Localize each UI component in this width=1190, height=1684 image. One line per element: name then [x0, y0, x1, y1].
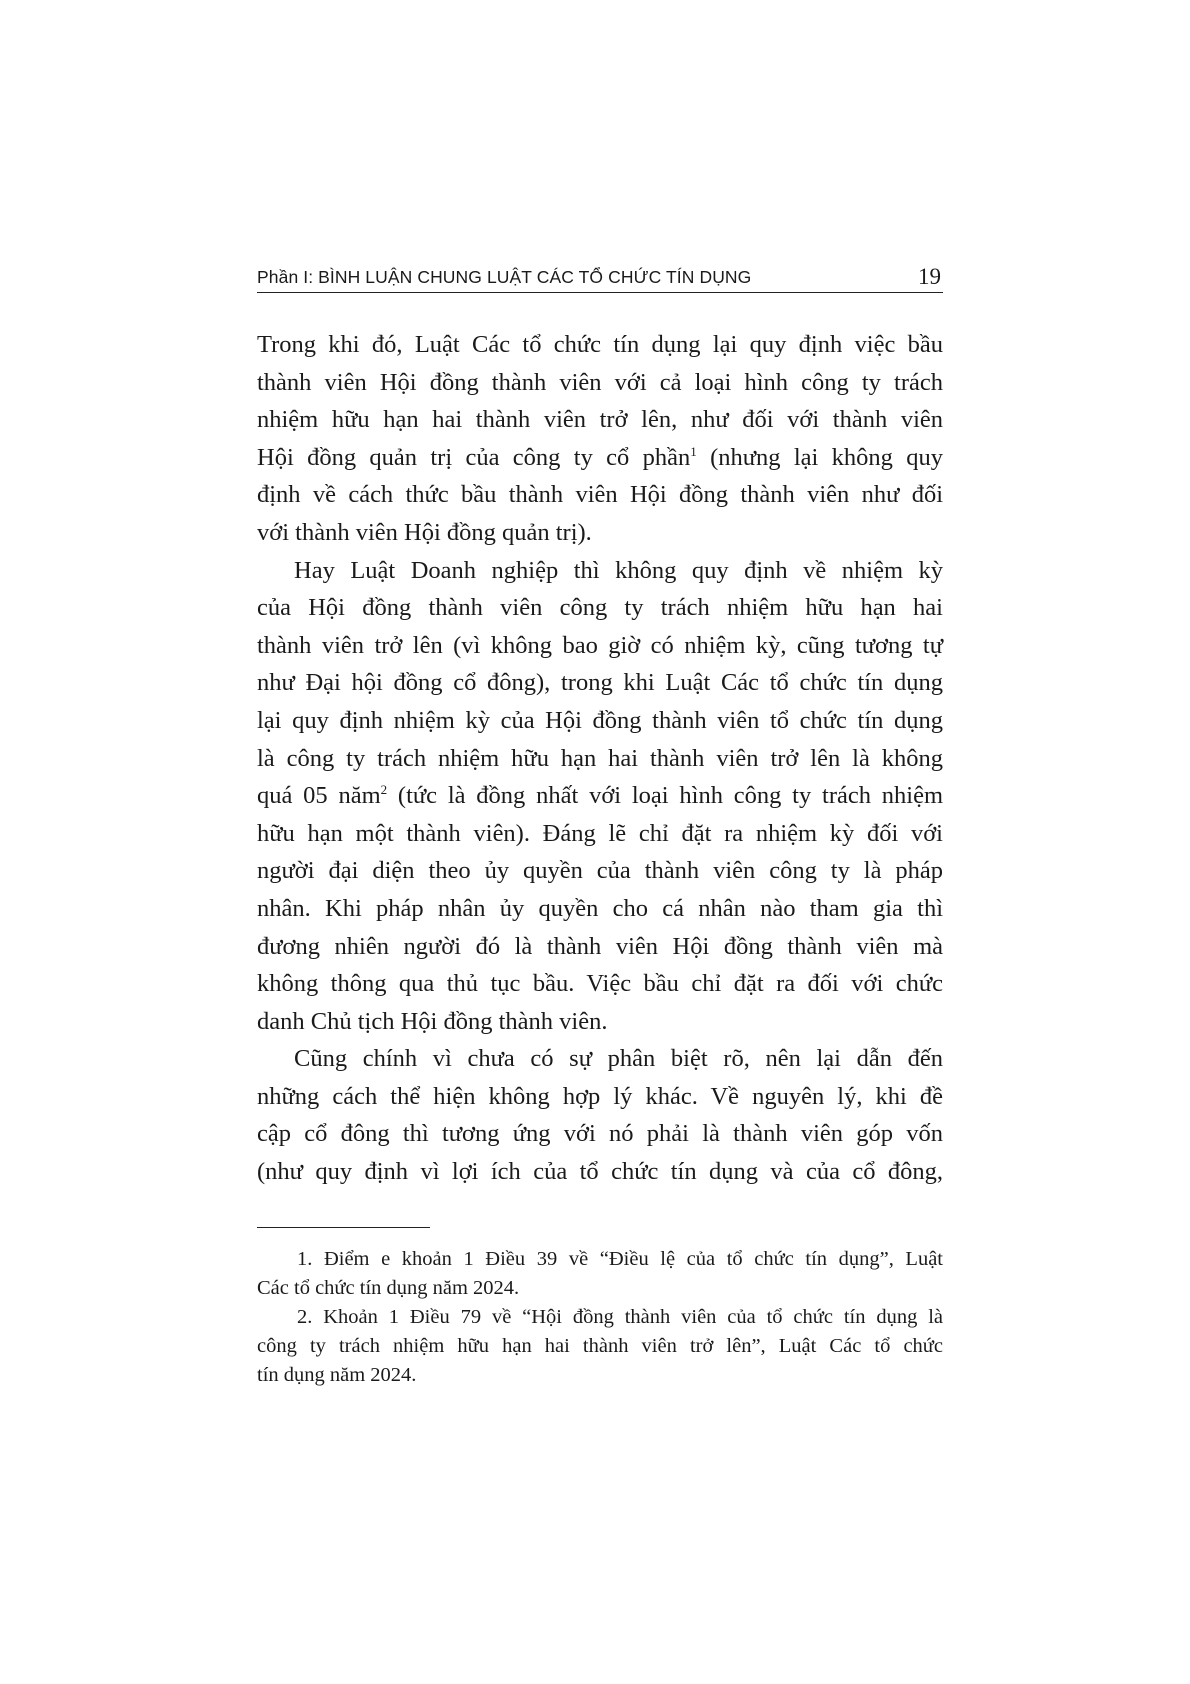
- line-text: Hội đồng quản trị của công ty cổ phần: [257, 443, 691, 471]
- text-line: [257, 476, 943, 514]
- text-line: [257, 1245, 943, 1274]
- line-text: tín dụng năm 2024.: [257, 1363, 417, 1386]
- line-text: cập cổ đông thì tương ứng với nó phải là thành viên góp vốn: [257, 1120, 943, 1148]
- text-line: [257, 1003, 943, 1041]
- line-text: Cũng chính vì chưa có sự phân biệt rõ, nên lại dẫn đến: [294, 1045, 943, 1073]
- text-line: [257, 1274, 943, 1303]
- text-line: [257, 965, 943, 1003]
- paragraph: [257, 326, 943, 552]
- line-text: không thông qua thủ tục bầu. Việc bầu chỉ đặt ra đối với chức: [257, 970, 943, 998]
- text-line: [257, 1303, 943, 1332]
- text-line: [257, 852, 943, 890]
- text-line: [257, 326, 943, 364]
- text-line: [257, 1115, 943, 1153]
- text-line: [257, 928, 943, 966]
- line-text: 1. Điểm e khoản 1 Điều 39 về “Điều lệ của tổ chức tín dụng”, Luật: [297, 1248, 943, 1270]
- footnote-marker[interactable]: 1: [690, 443, 697, 459]
- line-text: những cách thể hiện không hợp lý khác. Về nguyên lý, khi đề: [257, 1082, 943, 1110]
- line-text: Trong khi đó, Luật Các tổ chức tín dụng lại quy định việc bầu: [257, 331, 943, 358]
- footnote-separator: [257, 1227, 430, 1228]
- paragraph: [257, 1040, 943, 1190]
- text-line: [257, 514, 943, 552]
- text-line: [257, 439, 943, 477]
- line-text: nhân. Khi pháp nhân ủy quyền cho cá nhân nào tham gia thì: [257, 894, 943, 922]
- line-text: nhiệm hữu hạn hai thành viên trở lên, như đối với thành viên: [257, 406, 943, 434]
- line-text: Các tổ chức tín dụng năm 2024.: [257, 1276, 520, 1299]
- line-text: (như quy định vì lợi ích của tổ chức tín dụng và của cổ đông,: [257, 1158, 943, 1186]
- text-line: [257, 401, 943, 439]
- text-line: [257, 777, 943, 815]
- line-text: thành viên trở lên (vì không bao giờ có nhiệm kỳ, cũng tương tự: [257, 631, 943, 659]
- section-title: Phần I: BÌNH LUẬN CHUNG LUẬT CÁC TỔ CHỨC TÍN DỤNG: [257, 267, 752, 287]
- text-line: [257, 589, 943, 627]
- line-text: người đại diện theo ủy quyền của thành viên công ty là pháp: [257, 857, 943, 885]
- line-text: quá 05 năm: [257, 782, 381, 810]
- paragraph: [257, 552, 943, 1041]
- line-text: định về cách thức bầu thành viên Hội đồng thành viên như đối: [257, 481, 943, 509]
- footnote-marker[interactable]: 2: [380, 782, 388, 798]
- footnote: [257, 1245, 943, 1303]
- line-text: như Đại hội đồng cổ đông), trong khi Luật Các tổ chức tín dụng: [257, 669, 943, 697]
- footnotes: [257, 1245, 943, 1389]
- text-line: [257, 627, 943, 665]
- text-line: [257, 1361, 943, 1390]
- line-text: công ty trách nhiệm hữu hạn hai thành viên trở lên”, Luật Các tổ chức: [257, 1334, 943, 1357]
- line-text: với thành viên Hội đồng quản trị).: [257, 518, 592, 546]
- body-text: [257, 326, 943, 1191]
- text-line: [257, 815, 943, 853]
- line-text: 2. Khoản 1 Điều 79 về “Hội đồng thành viên của tổ chức tín dụng là: [297, 1305, 943, 1328]
- page-number: 19: [918, 264, 941, 289]
- line-text: là công ty trách nhiệm hữu hạn hai thành viên trở lên là không: [257, 744, 943, 772]
- line-text: của Hội đồng thành viên công ty trách nhiệm hữu hạn hai: [257, 594, 943, 622]
- line-text: (nhưng lại không quy: [696, 443, 943, 471]
- text-line: [257, 740, 943, 778]
- line-text: lại quy định nhiệm kỳ của Hội đồng thành viên tổ chức tín dụng: [257, 706, 943, 734]
- text-line: [257, 1332, 943, 1361]
- text-line: [257, 890, 943, 928]
- line-text: danh Chủ tịch Hội đồng thành viên.: [257, 1007, 608, 1035]
- line-text: thành viên Hội đồng thành viên với cả loại hình công ty trách: [257, 368, 943, 396]
- footnote: [257, 1303, 943, 1390]
- text-line: [257, 364, 943, 402]
- line-text: Hay Luật Doanh nghiệp thì không quy định về nhiệm kỳ: [294, 556, 943, 584]
- text-line: [257, 1040, 943, 1078]
- text-line: [257, 552, 943, 590]
- text-line: [257, 1078, 943, 1116]
- text-line: [257, 702, 943, 740]
- text-line: [257, 1153, 943, 1191]
- text-line: [257, 664, 943, 702]
- line-text: đương nhiên người đó là thành viên Hội đồng thành viên mà: [257, 932, 943, 960]
- line-text: hữu hạn một thành viên). Đáng lẽ chỉ đặt ra nhiệm kỳ đối với: [257, 819, 943, 847]
- line-text: (tức là đồng nhất với loại hình công ty trách nhiệm: [387, 782, 943, 810]
- running-header: [257, 262, 943, 293]
